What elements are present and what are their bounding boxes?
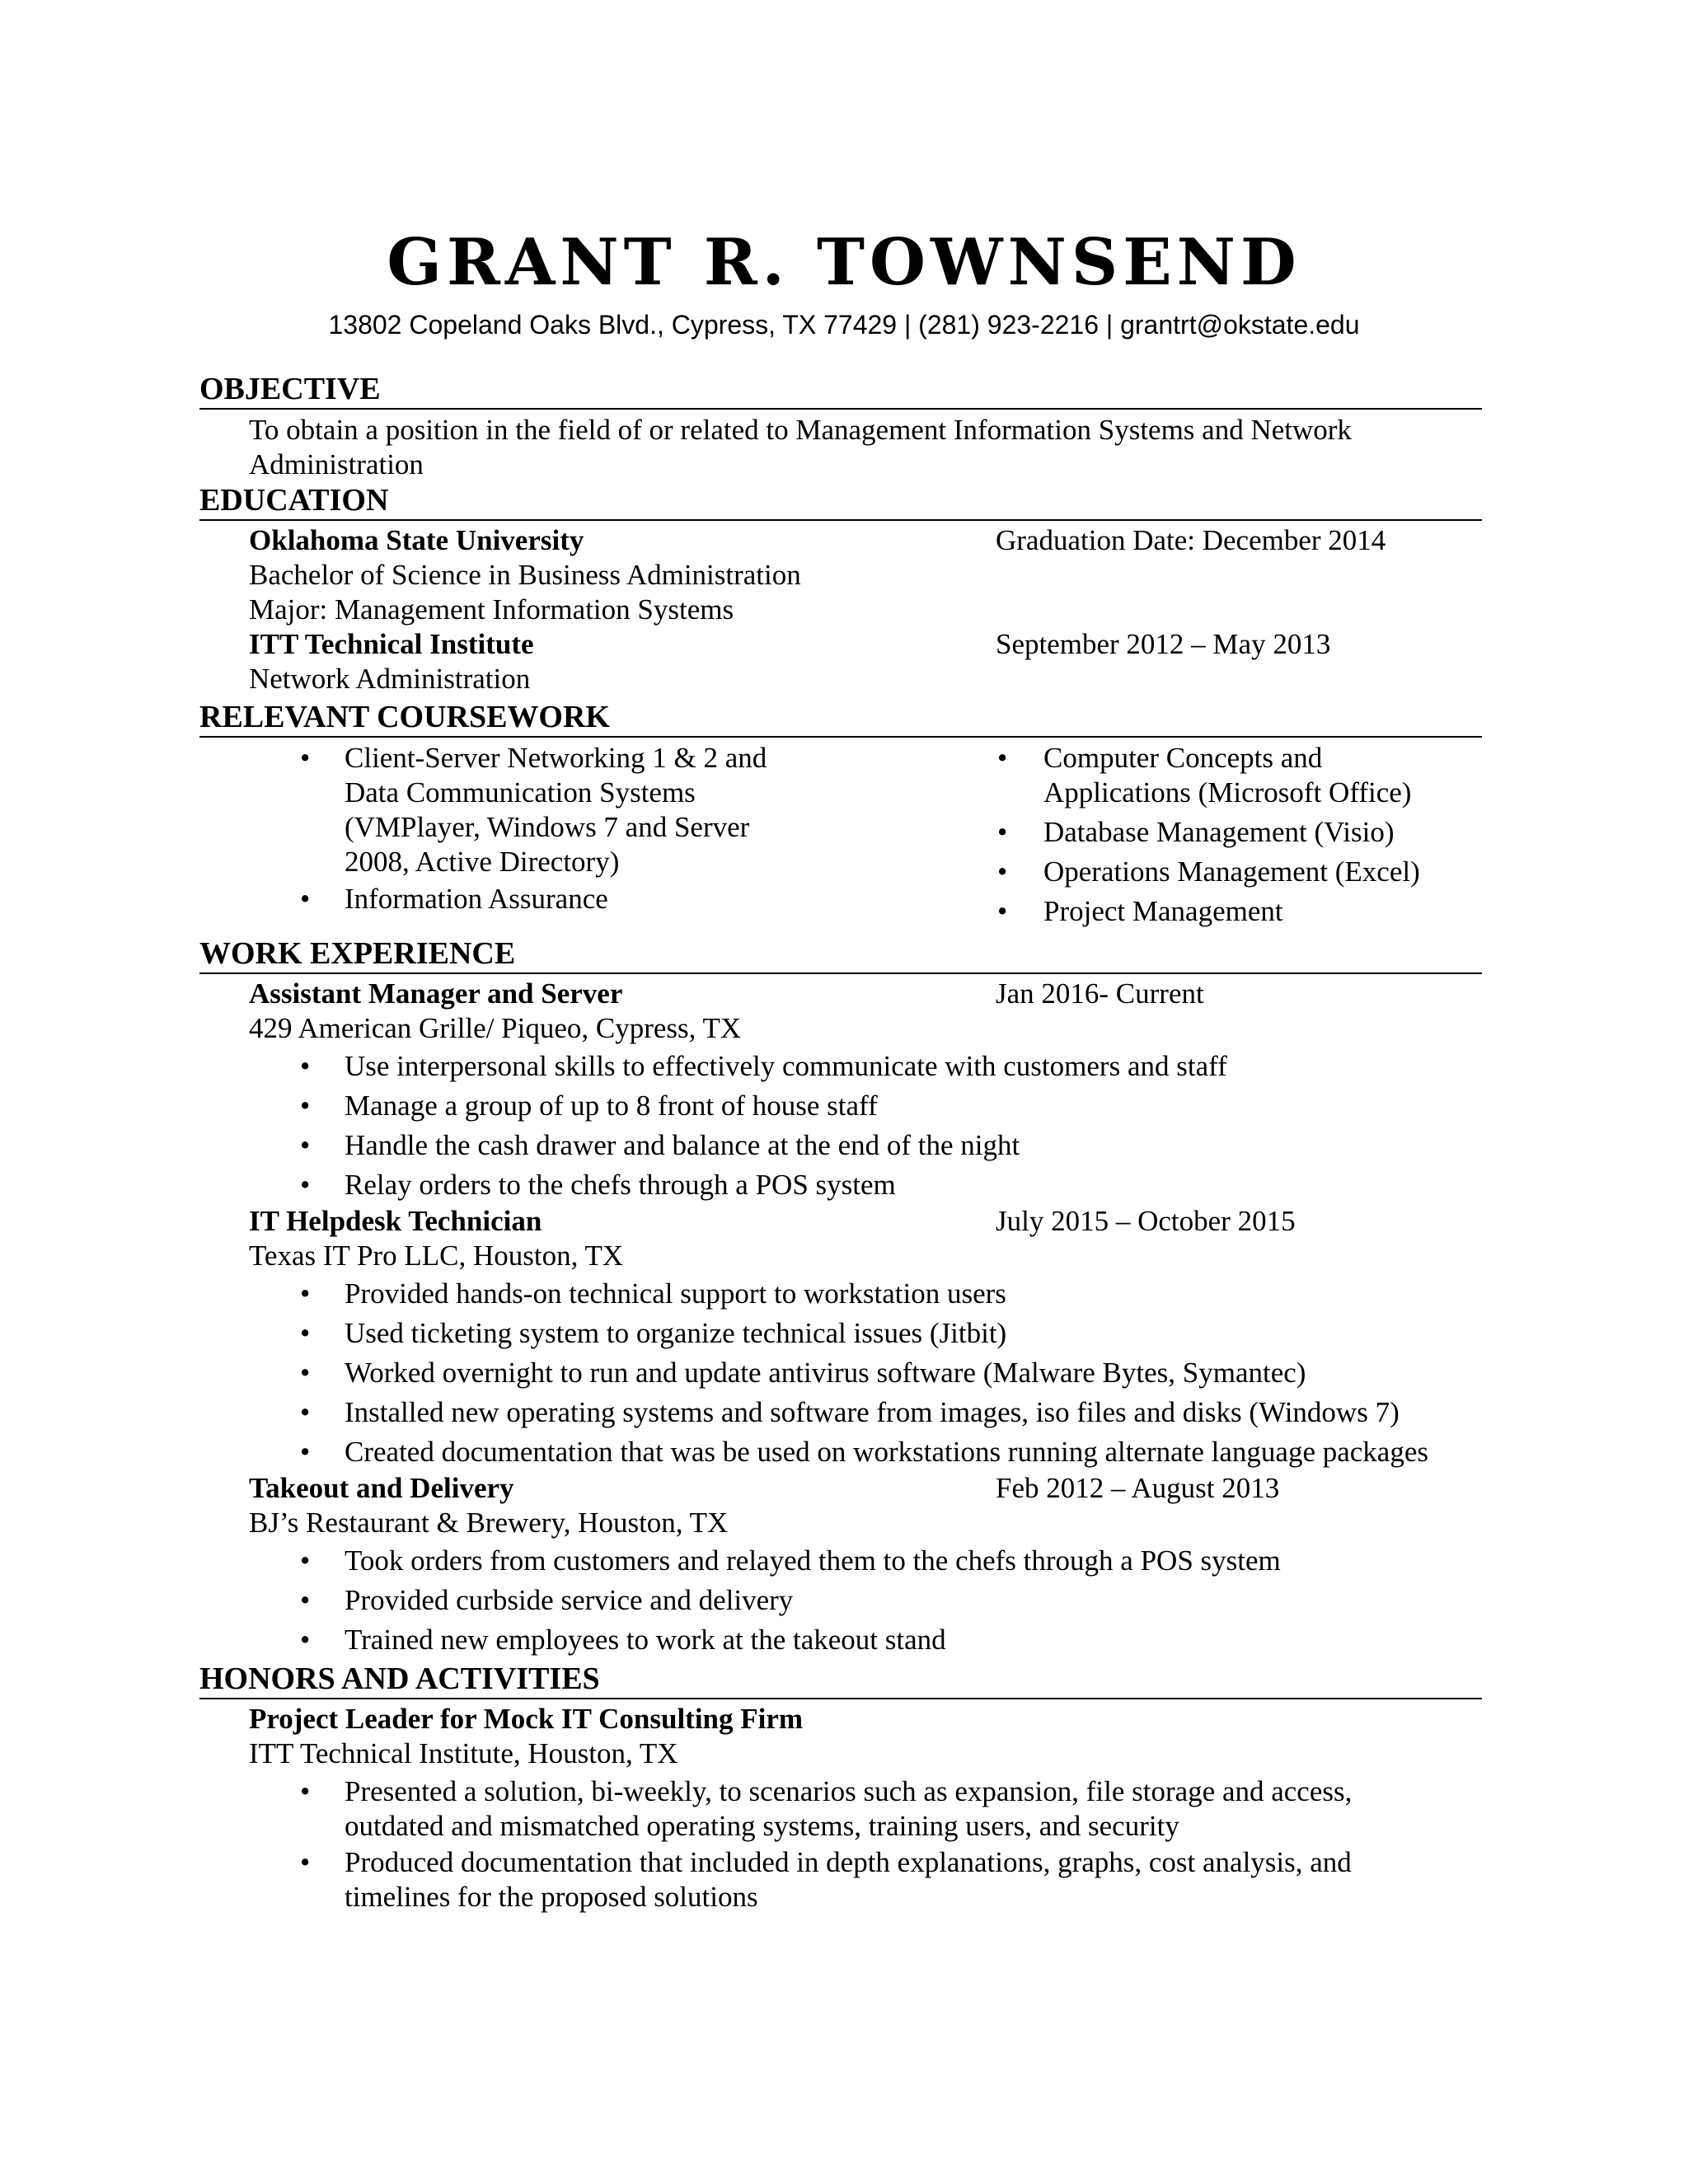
job-employer: 429 American Grille/ Piqueo, Cypress, TX — [249, 1012, 742, 1044]
objective-text-line: To obtain a position in the field of or related to Management Information Systems and Network — [249, 414, 1352, 446]
course-line: Computer Concepts and — [1043, 742, 1323, 774]
major: Major: Management Information Systems — [249, 593, 734, 626]
graduation-date: Graduation Date: December 2014 — [996, 524, 1386, 556]
course-line: Information Assurance — [345, 883, 608, 915]
bullet: • — [300, 1436, 311, 1468]
course-line: Operations Management (Excel) — [1043, 855, 1420, 888]
course-line: (VMPlayer, Windows 7 and Server — [345, 811, 750, 843]
candidate-name: GRANT R. TOWNSEND — [387, 225, 1301, 300]
honor-org: ITT Technical Institute, Houston, TX — [249, 1737, 678, 1769]
coursework-heading: RELEVANT COURSEWORK — [199, 701, 1482, 738]
bullet: • — [300, 1317, 311, 1349]
work-experience-heading: WORK EXPERIENCE — [199, 938, 1482, 974]
honor-bullet-line: timelines for the proposed solutions — [345, 1881, 758, 1913]
bullet: • — [997, 855, 1008, 888]
degree: Bachelor of Science in Business Administration — [249, 559, 801, 591]
bullet: • — [997, 816, 1008, 848]
honor-bullet-line: outdated and mismatched operating systems, training users, and security — [345, 1810, 1179, 1842]
honor-bullet-line: Produced documentation that included in depth explanations, graphs, cost analysis, and — [345, 1846, 1352, 1878]
course-line: Applications (Microsoft Office) — [1043, 776, 1412, 808]
objective-heading: OBJECTIVE — [199, 373, 1482, 410]
honors-heading: HONORS AND ACTIVITIES — [199, 1663, 1482, 1699]
job-bullet: Created documentation that was be used on workstations running alternate language packages — [345, 1436, 1428, 1468]
bullet: • — [300, 742, 311, 774]
job-bullet: Handle the cash drawer and balance at the end of the night — [345, 1129, 1020, 1161]
bullet: • — [300, 883, 311, 915]
course-line: 2008, Active Directory) — [345, 846, 620, 878]
program: Network Administration — [249, 663, 531, 695]
job-bullet: Provided curbside service and delivery — [345, 1584, 794, 1616]
contact-info: 13802 Copeland Oaks Blvd., Cypress, TX 77429 | (281) 923-2216 | grantrt@okstate.edu — [328, 310, 1360, 340]
job-bullet: Installed new operating systems and software from images, iso files and disks (Windows 7) — [345, 1396, 1400, 1428]
job-bullet: Used ticketing system to organize technical issues (Jitbit) — [345, 1317, 1007, 1349]
bullet: • — [300, 1169, 311, 1201]
bullet: • — [997, 742, 1008, 774]
job-dates: Jan 2016- Current — [996, 977, 1204, 1010]
honor-bullet-line: Presented a solution, bi-weekly, to scenarios such as expansion, file storage and access, — [345, 1775, 1353, 1807]
job-dates: Feb 2012 – August 2013 — [996, 1472, 1280, 1504]
bullet: • — [300, 1624, 311, 1656]
school-name: Oklahoma State University — [249, 524, 584, 556]
job-title: Assistant Manager and Server — [249, 977, 623, 1010]
course-line: Project Management — [1043, 895, 1283, 927]
bullet: • — [997, 895, 1008, 927]
bullet: • — [300, 1846, 311, 1878]
bullet: • — [300, 1544, 311, 1577]
job-bullet: Trained new employees to work at the takeout stand — [345, 1624, 946, 1656]
job-employer: BJ’s Restaurant & Brewery, Houston, TX — [249, 1507, 729, 1539]
job-bullet: Use interpersonal skills to effectively communicate with customers and staff — [345, 1050, 1227, 1082]
school-name: ITT Technical Institute — [249, 628, 534, 660]
course-line: Data Communication Systems — [345, 776, 696, 808]
bullet: • — [300, 1277, 311, 1310]
honor-title: Project Leader for Mock IT Consulting Firm — [249, 1703, 804, 1735]
job-bullet: Provided hands-on technical support to workstation users — [345, 1277, 1006, 1310]
attendance-dates: September 2012 – May 2013 — [996, 628, 1331, 660]
job-bullet: Manage a group of up to 8 front of house staff — [345, 1090, 878, 1122]
bullet: • — [300, 1584, 311, 1616]
bullet: • — [300, 1129, 311, 1161]
objective-text-line: Administration — [249, 448, 424, 480]
bullet: • — [300, 1775, 311, 1807]
education-heading: EDUCATION — [199, 485, 1482, 521]
bullet: • — [300, 1090, 311, 1122]
job-bullet: Relay orders to the chefs through a POS system — [345, 1169, 896, 1201]
job-dates: July 2015 – October 2015 — [996, 1205, 1296, 1237]
bullet: • — [300, 1396, 311, 1428]
job-bullet: Took orders from customers and relayed them to the chefs through a POS system — [345, 1544, 1281, 1577]
job-bullet: Worked overnight to run and update antivirus software (Malware Bytes, Symantec) — [345, 1357, 1306, 1389]
job-title: Takeout and Delivery — [249, 1472, 514, 1504]
job-employer: Texas IT Pro LLC, Houston, TX — [249, 1240, 624, 1272]
bullet: • — [300, 1050, 311, 1082]
course-line: Client-Server Networking 1 & 2 and — [345, 742, 767, 774]
job-title: IT Helpdesk Technician — [249, 1205, 542, 1237]
bullet: • — [300, 1357, 311, 1389]
course-line: Database Management (Visio) — [1043, 816, 1395, 848]
